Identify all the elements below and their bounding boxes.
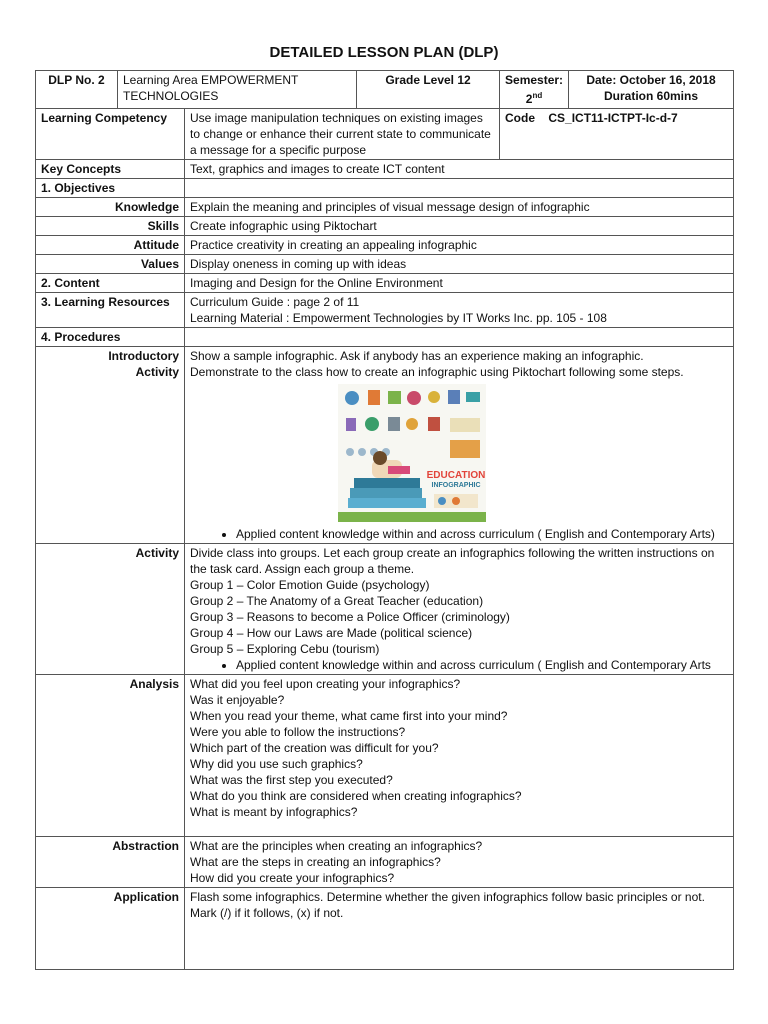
group-item: Group 2 – The Anatomy of a Great Teacher (education) bbox=[190, 594, 484, 608]
lesson-date: Date: October 16, 2018 bbox=[586, 73, 716, 87]
activity-bullet-list bbox=[190, 657, 728, 673]
semester bbox=[500, 71, 569, 109]
resources-line-1: Curriculum Guide : page 2 of 11 bbox=[190, 295, 360, 309]
analysis-question: What is meant by infographics? bbox=[190, 805, 358, 819]
key-concepts-row bbox=[36, 160, 734, 179]
introductory-activity-row bbox=[36, 347, 734, 544]
page-title: DETAILED LESSON PLAN (DLP) bbox=[269, 44, 499, 61]
group-item: Group 3 – Reasons to become a Police Officer (criminology) bbox=[190, 610, 510, 624]
abstraction-label: Abstraction bbox=[36, 837, 185, 888]
activity-intro: Divide class into groups. Let each group create an infographics following the written instructions on the task card. Assign each group a theme. bbox=[190, 546, 715, 576]
semester-label: Semester: bbox=[505, 73, 564, 87]
competency-label: Learning Competency bbox=[36, 109, 185, 160]
intro-line-1: Show a sample infographic. Ask if anybody has an experience making an infographic. bbox=[190, 349, 644, 363]
analysis-label: Analysis bbox=[36, 675, 185, 837]
lesson-duration: Duration 60mins bbox=[604, 89, 699, 103]
analysis-question: When you read your theme, what came first into your mind? bbox=[190, 709, 508, 723]
activity-row bbox=[36, 544, 734, 675]
analysis-question: Was it enjoyable? bbox=[190, 693, 285, 707]
code-label: Code bbox=[505, 111, 536, 125]
group-item: Group 1 – Color Emotion Guide (psychology) bbox=[190, 578, 430, 592]
header-row bbox=[36, 71, 734, 109]
abstraction-question: What are the steps in creating an infographics? bbox=[190, 855, 441, 869]
competency-text: Use image manipulation techniques on existing images to change or enhance their current state to communicate a message for a specific purpose bbox=[185, 109, 500, 160]
content-text: Imaging and Design for the Online Environment bbox=[185, 274, 734, 293]
code-value: CS_ICT11-ICTPT-Ic-d-7 bbox=[548, 111, 678, 125]
analysis-question: What did you feel upon creating your infographics? bbox=[190, 677, 461, 691]
analysis-row bbox=[36, 675, 734, 837]
semester-sup: nd bbox=[532, 91, 543, 100]
competency-code bbox=[500, 109, 734, 160]
abstraction-question: How did you create your infographics? bbox=[190, 871, 395, 885]
application-text: Flash some infographics. Determine whether the given infographics follow basic principles or not. Mark (/) if it follows, (x) if not. bbox=[185, 888, 734, 970]
intro-bullet-list bbox=[190, 526, 728, 542]
attitude-text: Practice creativity in creating an appealing infographic bbox=[185, 236, 734, 255]
skills-text: Create infographic using Piktochart bbox=[185, 217, 734, 236]
attitude-row bbox=[36, 236, 734, 255]
analysis-question: Why did you use such graphics? bbox=[190, 757, 363, 771]
values-row bbox=[36, 255, 734, 274]
grade-level: Grade Level 12 bbox=[357, 71, 500, 109]
values-text: Display oneness in coming up with ideas bbox=[185, 255, 734, 274]
skills-row bbox=[36, 217, 734, 236]
intro-line-2: Demonstrate to the class how to create an infographic using Piktochart following some steps. bbox=[190, 365, 684, 379]
group-item: Group 5 – Exploring Cebu (tourism) bbox=[190, 642, 380, 656]
application-row bbox=[36, 888, 734, 970]
objectives-row bbox=[36, 179, 734, 198]
resources-line-2: Learning Material : Empowerment Technologies by IT Works Inc. pp. 105 - 108 bbox=[190, 311, 607, 325]
dlp-number: DLP No. 2 bbox=[36, 71, 118, 109]
key-concepts-label: Key Concepts bbox=[36, 160, 185, 179]
content-label: 2. Content bbox=[36, 274, 185, 293]
analysis-question: Were you able to follow the instructions? bbox=[190, 725, 406, 739]
knowledge-row bbox=[36, 198, 734, 217]
abstraction-question: What are the principles when creating an infographics? bbox=[190, 839, 483, 853]
semester-value: 2 bbox=[525, 92, 533, 106]
intro-activity-label bbox=[36, 347, 185, 544]
abstraction-row bbox=[36, 837, 734, 888]
objectives-label: 1. Objectives bbox=[36, 179, 185, 198]
skills-label: Skills bbox=[36, 217, 185, 236]
lesson-plan-table bbox=[35, 70, 734, 970]
analysis-question: What do you think are considered when creating infographics? bbox=[190, 789, 522, 803]
values-label: Values bbox=[36, 255, 185, 274]
infographic-subtitle: INFOGRAPHIC bbox=[431, 482, 481, 489]
key-concepts-text: Text, graphics and images to create ICT content bbox=[185, 160, 734, 179]
education-infographic-image bbox=[338, 384, 486, 522]
activity-label: Activity bbox=[36, 544, 185, 675]
intro-label-line-1: Introductory bbox=[108, 349, 179, 363]
procedures-row bbox=[36, 328, 734, 347]
analysis-question: What was the first step you executed? bbox=[190, 773, 393, 787]
learning-area: Learning Area EMPOWERMENT TECHNOLOGIES bbox=[118, 71, 357, 109]
content-row bbox=[36, 274, 734, 293]
knowledge-label: Knowledge bbox=[36, 198, 185, 217]
resources-label: 3. Learning Resources bbox=[36, 293, 185, 328]
application-label: Application bbox=[36, 888, 185, 970]
intro-bullet: • Applied content knowledge within and across curriculum ( English and Contemporary Arts) bbox=[236, 526, 728, 542]
activity-bullet: • Applied content knowledge within and across curriculum ( English and Contemporary Arts bbox=[236, 657, 728, 673]
intro-label-line-2: Activity bbox=[135, 365, 179, 379]
competency-row bbox=[36, 109, 734, 160]
attitude-label: Attitude bbox=[36, 236, 185, 255]
resources-row bbox=[36, 293, 734, 328]
date-duration bbox=[569, 71, 734, 109]
infographic-title: EDUCATION bbox=[426, 470, 486, 481]
knowledge-text: Explain the meaning and principles of visual message design of infographic bbox=[185, 198, 734, 217]
group-item: Group 4 – How our Laws are Made (political science) bbox=[190, 626, 473, 640]
procedures-label: 4. Procedures bbox=[36, 328, 185, 347]
analysis-question: Which part of the creation was difficult for you? bbox=[190, 741, 439, 755]
